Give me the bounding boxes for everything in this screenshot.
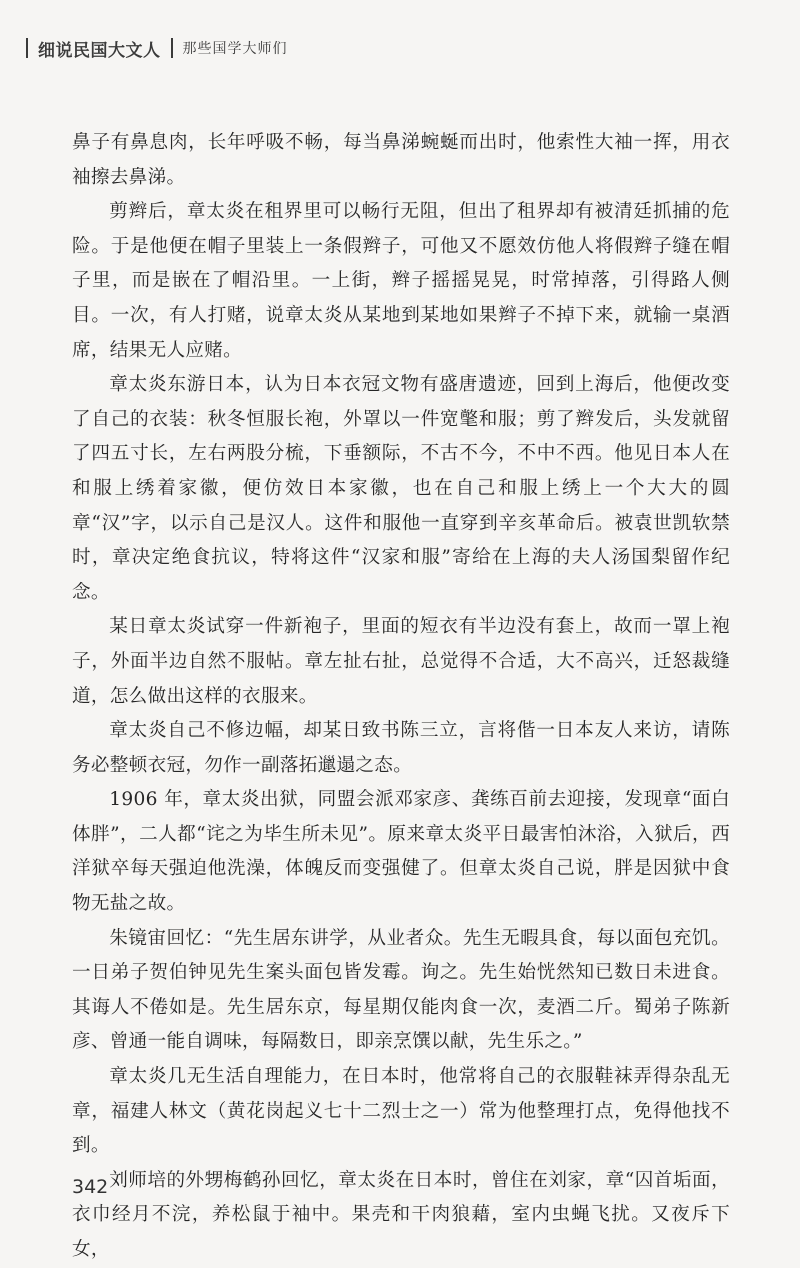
header-divider-left xyxy=(26,38,28,58)
header-divider-middle xyxy=(171,38,173,58)
paragraph-release-1906: 1906 年，章太炎出狱，同盟会派邓家彦、龚练百前去迎接，发现章“面白体胖”，二人都“诧之为毕生所未见”。原来章太炎平日最害怕沐浴，入狱后，西洋狱卒每天强迫他洗澡，体魄反而变强健了。但章太炎自己说，胖是因狱中食物无盐之故。 xyxy=(72,789,730,915)
paragraph-zhu-jingzhou-recollection: 朱镜宙回忆：“先生居东讲学，从业者众。先生无暇具食，每以面包充饥。一日弟子贺伯钟见先生案头面包皆发霉。询之。先生始恍然知已数日未进食。其诲人不倦如是。先生居东京，每星期仅能肉食一次，麦酒二斤。蜀弟子陈新彦、曾通一能自调味，每隔数日，即亲烹馔以献，先生乐之。” xyxy=(72,927,730,1053)
paragraph-mei-hesun-recollection: 刘师培的外甥梅鹤孙回忆，章太炎在日本时，曾住在刘家，章“囚首垢面，衣巾经月不浣，养松鼠于袖中。果壳和干肉狼藉，室内虫蝇飞扰。又夜斥下女， xyxy=(72,1169,730,1260)
running-header xyxy=(26,36,288,60)
paragraph-fake-queue: 剪辫后，章太炎在租界里可以畅行无阻，但出了租界却有被清廷抓捕的危险。于是他便在帽子里装上一条假辫子，可他又不愿效仿他人将假辫子缝在帽子里，而是嵌在了帽沿里。一上街，辫子摇摇晃晃，时常掉落，引得路人侧目。一次，有人打赌，说章太炎从某地到某地如果辫子不掉下来，就输一桌酒席，结果无人应赌。 xyxy=(72,201,730,361)
paragraph-japanese-attire: 章太炎东游日本，认为日本衣冠文物有盛唐遗迹，回到上海后，他便改变了自己的衣装：秋冬恒服长袍，外罩以一件宽氅和服；剪了辫发后，头发就留了四五寸长，左右两股分梳，下垂额际，不古不今，不中不西。他见日本人在和服上绣着家徽，便仿效日本家徽，也在自己和服上绣上一个大大的圆章“汉”字，以示自己是汉人。这件和服他一直穿到辛亥革命后。被袁世凯软禁时，章决定绝食抗议，特将这件“汉家和服”寄给在上海的夫人汤国梨留作纪念。 xyxy=(72,374,730,603)
body-text xyxy=(72,126,730,1268)
paragraph-new-robe: 某日章太炎试穿一件新袍子，里面的短衣有半边没有套上，故而一罩上袍子，外面半边自然不服帖。章左扯右扯，总觉得不合适，大不高兴，迁怒裁缝道，怎么做出这样的衣服来。 xyxy=(72,616,730,707)
page-number: 342 xyxy=(72,1176,109,1198)
book-title: 细说民国大文人 xyxy=(38,40,161,61)
paragraph-letter-to-chen: 章太炎自己不修边幅，却某日致书陈三立，言将偕一日本友人来访，请陈务必整顿衣冠，勿作一副落拓邋遢之态。 xyxy=(72,720,730,776)
paragraph-continued: 鼻子有鼻息肉，长年呼吸不畅，每当鼻涕蜿蜒而出时，他索性大袖一挥，用衣袖擦去鼻涕。 xyxy=(72,132,730,188)
chapter-title: 那些国学大师们 xyxy=(182,41,288,57)
paragraph-lin-wen: 章太炎几无生活自理能力，在日本时，他常将自己的衣服鞋袜弄得杂乱无章，福建人林文（黄花岗起义七十二烈士之一）常为他整理打点，免得他找不到。 xyxy=(72,1066,730,1157)
